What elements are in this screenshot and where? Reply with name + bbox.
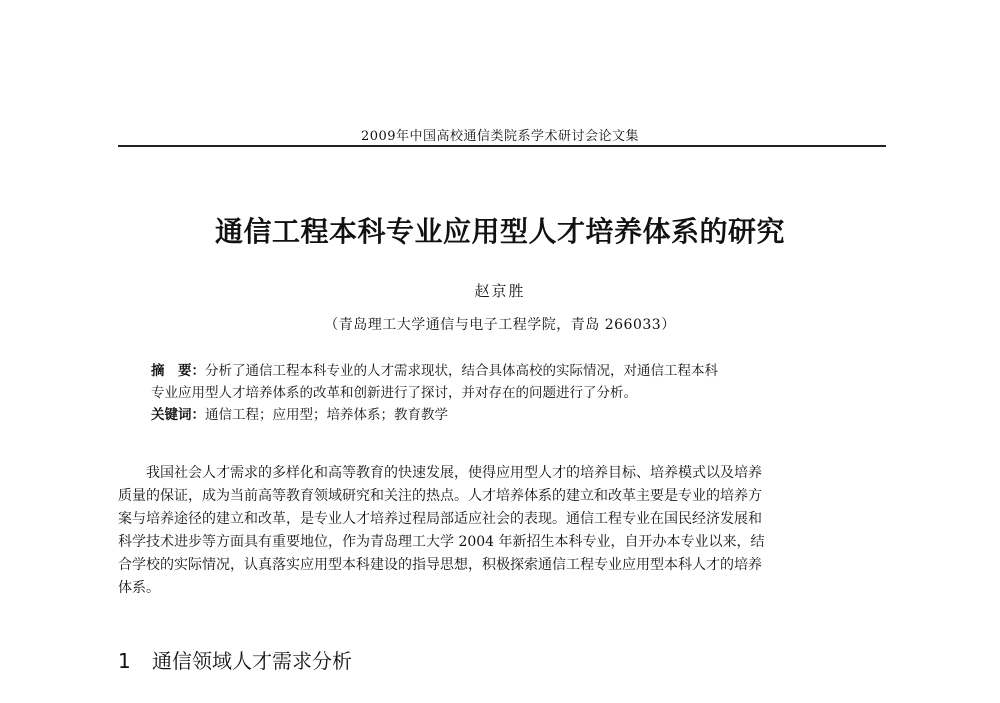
keywords-label: 关键词： [151, 407, 205, 423]
abstract-line [151, 360, 871, 382]
author-name: 赵京胜 [474, 282, 526, 300]
author-affiliation: （青岛理工大学通信与电子工程学院，青岛 266033） [324, 317, 676, 333]
abstract-text: 专业应用型人才培养体系的改革和创新进行了探讨，并对存在的问题进行了分析。 [151, 385, 637, 401]
body-line: 质量的保证，成为当前高等教育领域研究和关注的热点。人才培养体系的建立和改革主要是专业的培养方 [118, 488, 762, 504]
body-line: 科学技术进步等方面具有重要地位，作为青岛理工大学 2004 年新招生本科专业，自开办本专业以来，结 [118, 534, 765, 550]
section-title: 通信领域人才需求分析 [152, 649, 352, 673]
keywords-line [151, 404, 871, 426]
abstract-block [151, 360, 871, 426]
paper-title: 通信工程本科专业应用型人才培养体系的研究 [214, 215, 785, 248]
abstract-line [151, 382, 871, 404]
body-line: 我国社会人才需求的多样化和高等教育的快速发展，使得应用型人才的培养目标、培养模式以及培养 [118, 465, 762, 481]
body-line: 合学校的实际情况，认真落实应用型本科建设的指导思想，积极探索通信工程专业应用型本科人才的培养 [118, 557, 762, 573]
running-header: 2009年中国高校通信类院系学术研讨会论文集 [360, 129, 640, 144]
header-rule [118, 145, 886, 147]
body-paragraph [118, 462, 890, 600]
body-line: 体系。 [118, 580, 160, 596]
abstract-text: 分析了通信工程本科专业的人才需求现状，结合具体高校的实际情况，对通信工程本科 [205, 363, 718, 379]
abstract-label: 摘 要： [151, 363, 205, 379]
keywords-text: 通信工程；应用型；培养体系；教育教学 [205, 407, 448, 423]
section-heading [118, 645, 352, 674]
body-line: 案与培养途径的建立和改革，是专业人才培养过程局部适应社会的表现。通信工程专业在国民经济发展和 [118, 511, 762, 527]
section-number: 1 [118, 649, 131, 673]
